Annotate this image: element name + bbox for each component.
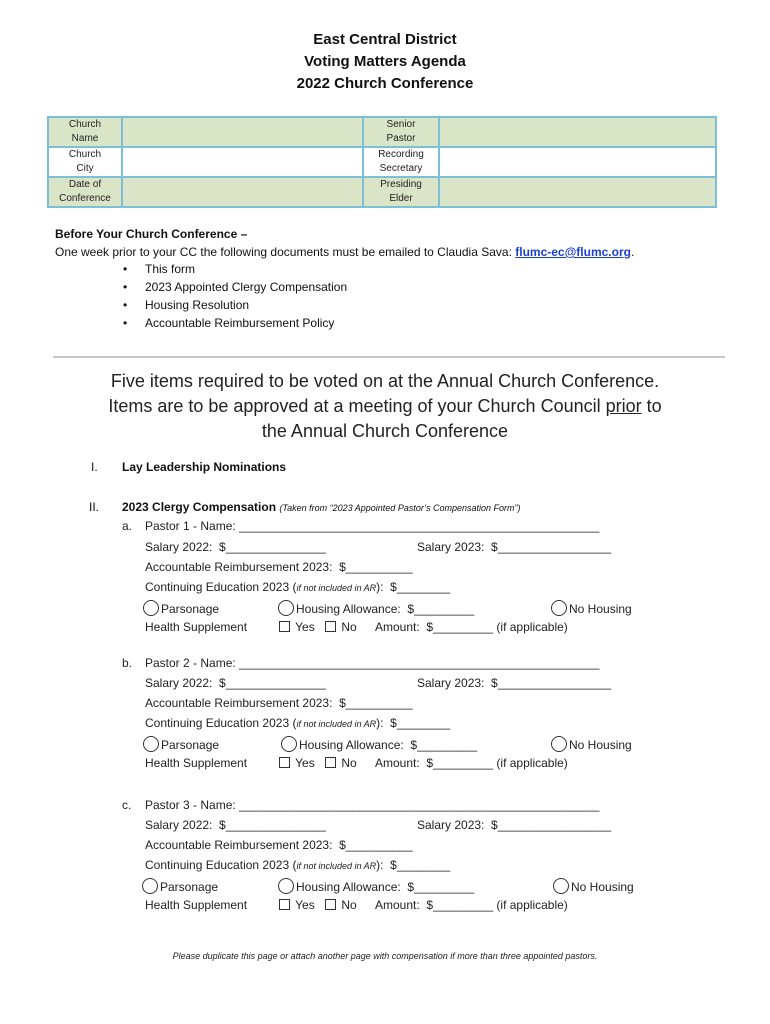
checkbox-icon xyxy=(325,621,336,632)
continuing-education-field[interactable]: Continuing Education 2023 (if not included in AR): $________ xyxy=(145,858,451,872)
checkbox-icon xyxy=(279,757,290,768)
checkbox-icon xyxy=(325,899,336,910)
housing-allowance-option[interactable]: Housing Allowance: $_________ xyxy=(278,600,474,616)
radio-circle-icon[interactable] xyxy=(551,736,567,752)
section-2-number: II. xyxy=(89,500,100,514)
health-amount-field[interactable]: Amount: $_________ (if applicable) xyxy=(375,756,568,770)
checkbox-icon xyxy=(325,757,336,768)
radio-circle-icon[interactable] xyxy=(551,600,567,616)
no-housing-option[interactable]: No Housing xyxy=(551,736,632,752)
radio-circle-icon[interactable] xyxy=(143,736,159,752)
pastor-name-field[interactable]: Pastor 2 - Name: ______________________________________________________ xyxy=(145,656,600,670)
parsonage-option[interactable]: Parsonage xyxy=(142,878,218,894)
salary-2022-field[interactable]: Salary 2022: $_______________ xyxy=(145,540,326,554)
housing-allowance-option[interactable]: Housing Allowance: $_________ xyxy=(278,878,474,894)
label-senior-pastor: Senior Pastor xyxy=(363,117,439,147)
salary-2023-field[interactable]: Salary 2023: $_________________ xyxy=(417,676,612,690)
label-recording-secretary: Recording Secretary xyxy=(363,147,439,177)
parsonage-option[interactable]: Parsonage xyxy=(143,736,219,752)
no-housing-option[interactable]: No Housing xyxy=(551,600,632,616)
radio-circle-icon[interactable] xyxy=(142,878,158,894)
health-supplement-label: Health Supplement xyxy=(145,898,248,912)
radio-circle-icon[interactable] xyxy=(143,600,159,616)
accountable-reimbursement-field[interactable]: Accountable Reimbursement 2023: $__________ xyxy=(145,838,413,852)
continuing-education-field[interactable]: Continuing Education 2023 (if not included in AR): $________ xyxy=(145,716,451,730)
heading-agenda: Voting Matters Agenda xyxy=(304,53,466,70)
health-amount-field[interactable]: Amount: $_________ (if applicable) xyxy=(375,898,568,912)
health-no-checkbox[interactable]: No xyxy=(325,620,357,634)
health-yes-checkbox[interactable]: Yes xyxy=(279,898,315,912)
list-item: • Accountable Reimbursement Policy xyxy=(145,314,347,332)
accountable-reimbursement-field[interactable]: Accountable Reimbursement 2023: $__________ xyxy=(145,696,413,710)
salary-2022-field[interactable]: Salary 2022: $_______________ xyxy=(145,818,326,832)
parsonage-option[interactable]: Parsonage xyxy=(143,600,219,616)
checkbox-icon xyxy=(279,899,290,910)
intro-line-1: Five items required to be voted on at the Annual Church Conference. xyxy=(110,371,660,391)
intro-emphasis: prior xyxy=(605,396,642,416)
list-item: • Housing Resolution xyxy=(145,296,347,314)
list-item: • 2023 Appointed Clergy Compensation xyxy=(145,278,347,296)
documents-list xyxy=(145,260,347,332)
email-link[interactable]: flumc-ec@flumc.org xyxy=(515,245,631,259)
intro-text: Items are to be approved at a meeting of your Church Council xyxy=(108,396,601,416)
continuing-education-field[interactable]: Continuing Education 2023 (if not included in AR): $________ xyxy=(145,580,451,594)
health-no-checkbox[interactable]: No xyxy=(325,756,357,770)
label-church-city: Church City xyxy=(48,147,122,177)
health-supplement-label: Health Supplement xyxy=(145,756,248,770)
salary-2023-field[interactable]: Salary 2023: $_________________ xyxy=(417,540,612,554)
before-text: One week prior to your CC the following documents must be emailed to Claudia Sava: flumc-ec@flumc.org. xyxy=(55,245,635,259)
field-recording-secretary[interactable] xyxy=(439,147,716,177)
heading-conference: 2022 Church Conference xyxy=(296,75,474,92)
section-1-number: I. xyxy=(91,460,98,474)
pastor-name-field[interactable]: Pastor 1 - Name: ______________________________________________________ xyxy=(145,519,600,533)
list-item: • This form xyxy=(145,260,347,278)
housing-allowance-option[interactable]: Housing Allowance: $_________ xyxy=(281,736,477,752)
section-1-title: Lay Leadership Nominations xyxy=(122,460,287,474)
label-date-of-conference: Date of Conference xyxy=(48,177,122,207)
heading-district: East Central District xyxy=(313,31,457,48)
field-church-name[interactable] xyxy=(122,117,363,147)
field-church-city[interactable] xyxy=(122,147,363,177)
section-2-label: 2023 Clergy Compensation xyxy=(122,500,277,514)
health-yes-checkbox[interactable]: Yes xyxy=(279,756,315,770)
section-2-note: (Taken from “2023 Appointed Pastor’s Compensation Form”) xyxy=(279,503,521,513)
field-senior-pastor[interactable] xyxy=(439,117,716,147)
church-info-table xyxy=(47,116,717,208)
divider xyxy=(53,356,725,358)
health-amount-field[interactable]: Amount: $_________ (if applicable) xyxy=(375,620,568,634)
pastor-letter: a. xyxy=(122,519,133,533)
field-date-of-conference[interactable] xyxy=(122,177,363,207)
field-presiding-elder[interactable] xyxy=(439,177,716,207)
pastor-letter: c. xyxy=(122,798,132,812)
radio-circle-icon[interactable] xyxy=(278,600,294,616)
section-2-title xyxy=(122,500,521,514)
accountable-reimbursement-field[interactable]: Accountable Reimbursement 2023: $__________ xyxy=(145,560,413,574)
radio-circle-icon[interactable] xyxy=(553,878,569,894)
before-heading: Before Your Church Conference – xyxy=(55,227,248,241)
intro-line-2 xyxy=(0,394,770,419)
before-instructions: One week prior to your CC the following documents must be emailed to Claudia Sava: xyxy=(55,245,512,259)
intro-text: to xyxy=(646,396,662,416)
pastor-name-field[interactable]: Pastor 3 - Name: ______________________________________________________ xyxy=(145,798,600,812)
health-no-checkbox[interactable]: No xyxy=(325,898,357,912)
health-yes-checkbox[interactable]: Yes xyxy=(279,620,315,634)
radio-circle-icon[interactable] xyxy=(281,736,297,752)
salary-2023-field[interactable]: Salary 2023: $_________________ xyxy=(417,818,612,832)
label-presiding-elder: Presiding Elder xyxy=(363,177,439,207)
label-church-name: Church Name xyxy=(48,117,122,147)
radio-circle-icon[interactable] xyxy=(278,878,294,894)
health-supplement-label: Health Supplement xyxy=(145,620,248,634)
footer-note: Please duplicate this page or attach another page with compensation if more than three appointed pastors. xyxy=(172,951,598,961)
intro-line-3: the Annual Church Conference xyxy=(261,421,509,441)
pastor-letter: b. xyxy=(122,656,133,670)
salary-2022-field[interactable]: Salary 2022: $_______________ xyxy=(145,676,326,690)
checkbox-icon xyxy=(279,621,290,632)
no-housing-option[interactable]: No Housing xyxy=(553,878,634,894)
